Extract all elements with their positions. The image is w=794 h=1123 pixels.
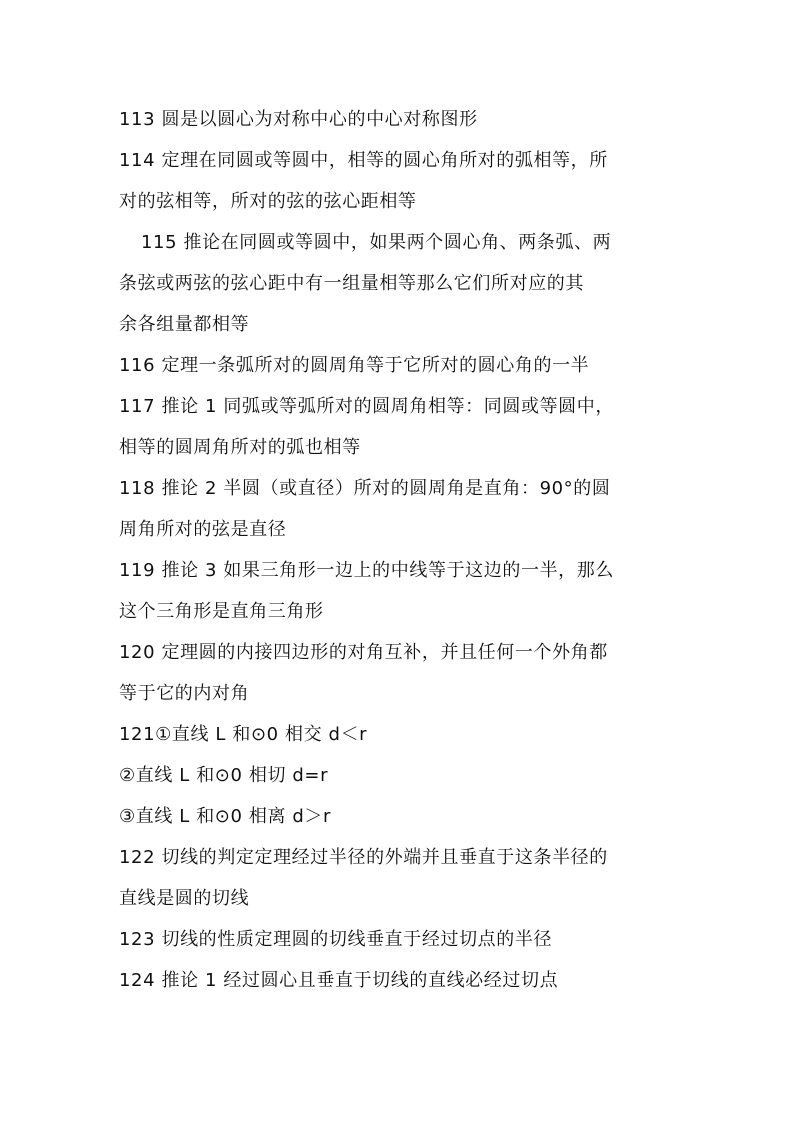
text-line-115-cont-1: 条弦或两弦的弦心距中有一组量相等那么它们所对应的其 xyxy=(119,273,584,294)
document-body xyxy=(119,99,679,1001)
text-line-118: 118 推论 2 半圆（或直径）所对的圆周角是直角：90°的圆 xyxy=(119,478,611,499)
text-line-119-cont: 这个三角形是直角三角形 xyxy=(119,601,324,622)
text-line-116: 116 定理一条弧所对的圆周角等于它所对的圆心角的一半 xyxy=(119,355,590,376)
text-line-113: 113 圆是以圆心为对称中心的中心对称图形 xyxy=(119,109,478,130)
text-line-122-cont: 直线是圆的切线 xyxy=(119,888,250,909)
text-line-115: 115 推论在同圆或等圆中，如果两个圆心角、两条弧、两 xyxy=(141,232,612,253)
text-line-119: 119 推论 3 如果三角形一边上的中线等于这边的一半，那么 xyxy=(119,560,614,581)
text-line-121-c: ③直线 L 和⊙0 相离 d＞r xyxy=(119,806,332,827)
text-line-123: 123 切线的性质定理圆的切线垂直于经过切点的半径 xyxy=(119,929,553,950)
text-line-114-cont: 对的弦相等，所对的弦的弦心距相等 xyxy=(119,191,417,212)
text-line-120: 120 定理圆的内接四边形的对角互补，并且任何一个外角都 xyxy=(119,642,608,663)
text-line-117: 117 推论 1 同弧或等弧所对的圆周角相等：同圆或等圆中， xyxy=(119,396,614,417)
text-line-118-cont: 周角所对的弦是直径 xyxy=(119,519,287,540)
text-line-121-a: 121①直线 L 和⊙0 相交 d＜r xyxy=(119,724,368,745)
text-line-122: 122 切线的判定定理经过半径的外端并且垂直于这条半径的 xyxy=(119,847,608,868)
text-line-115-cont-2: 余各组量都相等 xyxy=(119,314,250,335)
text-line-124: 124 推论 1 经过圆心且垂直于切线的直线必经过切点 xyxy=(119,970,559,991)
text-line-117-cont: 相等的圆周角所对的弧也相等 xyxy=(119,437,361,458)
text-line-120-cont: 等于它的内对角 xyxy=(119,683,250,704)
text-line-114: 114 定理在同圆或等圆中，相等的圆心角所对的弧相等，所 xyxy=(119,150,608,171)
text-line-121-b: ②直线 L 和⊙0 相切 d=r xyxy=(119,765,329,786)
